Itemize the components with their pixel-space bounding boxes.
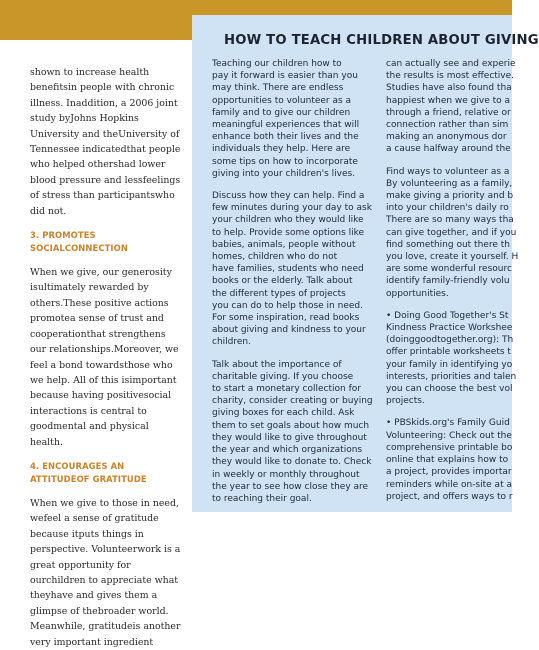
text-line: them to set goals about how much (212, 420, 370, 431)
text-line: Volunteering: Check out the (386, 430, 512, 441)
text-line: social interactions is central to good (30, 390, 172, 433)
text-line: you can do to help those in need. (212, 300, 363, 311)
text-line: have and gives them a glimpse of the (30, 590, 158, 617)
sidebar-bullet-doing-good (386, 310, 536, 408)
text-line: had lower blood pressure and less (30, 159, 166, 186)
text-line: identify family-friendly volu (386, 276, 510, 287)
text-line: comprehensive printable bo (386, 442, 513, 453)
sidebar-column-2 (386, 58, 536, 513)
sidebar-paragraph-discuss (212, 190, 376, 349)
text-line: are some wonderful resourc (386, 264, 512, 275)
text-line: project, and offers ways to r (386, 491, 513, 502)
text-line: that people who helped others (30, 144, 181, 171)
text-line: they would like to donate to. Check (212, 457, 372, 468)
text-line: OF GRATITUDE (76, 473, 147, 484)
text-line: giving into your children's lives. (212, 168, 356, 179)
text-line: mental and physical health. (30, 421, 149, 448)
text-line: connection rather than sim (386, 120, 509, 131)
section-heading-social-connection (30, 229, 184, 255)
text-line: work is a great opportunity for our (30, 544, 181, 586)
text-line: those who we help. All of this is (30, 359, 173, 386)
text-line: • Doing Good Together's St (386, 310, 509, 321)
text-line: Teaching our children how to (212, 59, 342, 69)
text-line: By volunteering as a family, (386, 178, 513, 189)
text-line: few minutes during your day to ask (212, 203, 372, 214)
text-line: • PBSkids.org's Family Guid (386, 418, 510, 429)
text-line: you love, create it yourself. H (386, 252, 519, 263)
text-line: books or the elderly. Talk about (212, 276, 353, 287)
text-line: a cause halfway around the (386, 144, 511, 155)
text-line: find something out there th (386, 239, 510, 250)
text-line: charity, consider creating or buying (212, 396, 373, 407)
text-line: Johns Hopkins University and the (30, 113, 139, 140)
text-line: University of Tennessee indicated (30, 128, 180, 156)
text-line: making an anonymous dor (386, 132, 507, 143)
sidebar-paragraph-intro (212, 58, 376, 180)
text-line: your children who they would like (212, 215, 364, 226)
text-line: children. (212, 337, 251, 348)
text-line: Talk about the importance of (212, 359, 342, 370)
text-line: have families, students who need (212, 264, 364, 275)
text-line: These positive actions promote (30, 297, 169, 325)
text-line: interests, priorities and talen (386, 371, 517, 382)
text-line: feel a sense of gratitude because it (30, 513, 159, 540)
text-line: Moreover, we feel a bond towards (30, 344, 179, 371)
text-line: opportunities to volunteer as a (212, 95, 352, 106)
text-line: about giving and kindness to your (212, 325, 366, 336)
text-line: the different types of projects (212, 288, 346, 299)
text-line: shown to increase health benefits (30, 67, 150, 94)
text-line: charitable giving. If you choose (212, 371, 354, 382)
text-line: individuals they help. Here are (212, 144, 351, 155)
body-paragraph-health (30, 65, 184, 219)
text-line: the year to see how close they are (212, 481, 369, 492)
text-line: to start a monetary collection for (212, 384, 361, 395)
text-line: offer printable worksheets t (386, 347, 511, 358)
text-line: children to appreciate what they (30, 574, 179, 602)
text-line: to help. Provide some options like (212, 227, 365, 238)
left-text-column (0, 40, 192, 648)
text-line: 4. ENCOURAGES AN ATTITUDE (30, 460, 125, 484)
sidebar-paragraph-charity (212, 359, 376, 505)
text-line: happiest when we give to a (386, 95, 511, 106)
text-line: Find ways to volunteer as a (386, 166, 510, 177)
text-line: homes, children who do not (212, 252, 338, 263)
text-line: pay it forward is easier than you (212, 71, 358, 82)
text-line: the year and which organizations (212, 445, 363, 456)
text-line: a sense of trust and cooperation (30, 313, 164, 340)
text-line: make giving a priority and b (386, 191, 514, 202)
text-line: family and to give our children (212, 107, 351, 118)
text-line: some tips on how to incorporate (212, 156, 358, 167)
text-line: the results is most effective. (386, 71, 515, 82)
text-line: Discuss how they can help. Find a (212, 191, 365, 202)
text-line: they would like to give throughout (212, 432, 367, 443)
text-line: ultimately rewarded by others. (30, 282, 149, 309)
text-line: that strengthens our relationships. (30, 328, 166, 356)
sidebar-title: HOW TO TEACH CHILDREN ABOUT GIVING (224, 33, 539, 48)
text-line: (doinggoodtogether.org): Th (386, 335, 514, 346)
text-line: 3. PROMOTES SOCIAL (30, 230, 96, 254)
sidebar-paragraph-volunteer (386, 166, 536, 300)
body-paragraph-gratitude (30, 496, 184, 650)
text-line: projects. (386, 396, 425, 407)
text-line: puts things in perspective. Volunteer (30, 528, 144, 556)
text-line: enhance both their lives and the (212, 132, 359, 143)
text-line: babies, animals, people without (212, 239, 356, 250)
text-line: who did not. (30, 190, 175, 217)
text-line: may think. There are endless (212, 83, 344, 94)
text-line: a project, provides importar (386, 467, 512, 478)
body-paragraph-social (30, 265, 184, 450)
text-line: CONNECTION (64, 243, 128, 254)
text-line: feelings of stress than participants (30, 174, 181, 202)
sidebar-column-1 (212, 58, 376, 515)
text-line: can actually see and experie (386, 59, 516, 69)
sidebar-paragraph-results (386, 58, 536, 156)
text-line: is another very important ingredient (30, 621, 181, 648)
text-line: your family in identifying yo (386, 359, 513, 370)
text-line: important because having positive (30, 374, 177, 402)
text-line: reminders while on-site at a (386, 479, 512, 490)
text-line: giving boxes for each child. Ask (212, 408, 355, 419)
text-line: you can choose the best vol (386, 384, 513, 395)
text-line: broader world. Meanwhile, gratitude (30, 605, 169, 633)
text-line: in weekly or monthly throughout (212, 469, 360, 480)
text-line: Kindness Practice Workshee (386, 323, 513, 334)
text-line: There are so many ways tha (386, 215, 514, 226)
text-line: to reaching their goal. (212, 493, 312, 504)
sidebar-bullet-pbskids (386, 417, 536, 502)
text-line: When we give, our generosity is (30, 267, 172, 294)
text-line: through a friend, relative or (386, 107, 511, 118)
text-line: For some inspiration, read books (212, 313, 360, 324)
text-line: online that explains how to (386, 455, 509, 466)
text-line: addition, a 2006 joint study by (30, 97, 178, 125)
sidebar-panel-giving (192, 15, 539, 512)
text-line: opportunities. (386, 288, 449, 299)
text-line: meaningful experiences that will (212, 120, 360, 131)
text-line: Studies have also found tha (386, 83, 512, 94)
text-line: in people with chronic illness. In (30, 82, 175, 109)
text-line: can give together, and if you (386, 227, 517, 238)
text-line: When we give to those in need, we (30, 497, 179, 525)
section-heading-gratitude (30, 460, 184, 486)
text-line: into your children's daily ro (386, 203, 509, 214)
